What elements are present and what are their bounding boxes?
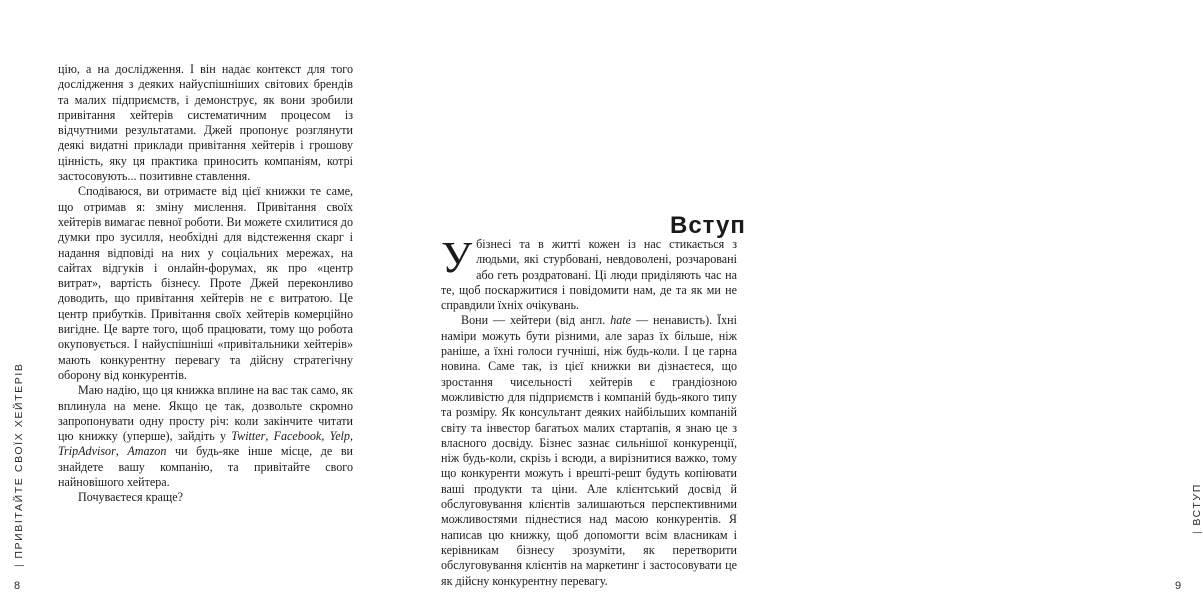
drop-cap: У [441, 233, 473, 282]
page-number: 9 [1175, 580, 1182, 592]
chapter-title: Вступ [670, 212, 746, 239]
running-title [13, 363, 25, 567]
right-page-text [441, 233, 737, 589]
platform-name: Yelp [329, 429, 350, 444]
paragraph-text: чи будь-яке інше місце, де ви знайдете вашу компанію, та привітайте свого найновішого хейтера. [58, 444, 354, 490]
running-title-text: ПРИВІТАЙТЕ СВОЇХ ХЕЙТЕРІВ [13, 362, 25, 559]
intro-text: бізнесі та в житті кожен із нас стикається з людьми, які стурбовані, невдоволені, розчаровані або геть роздратовані. Ці люди приділяють час на те, щоб поскаржитися і повідомити нам, де та як ми не справдили їхніх очікувань. [441, 237, 737, 313]
page-number: 8 [14, 580, 21, 592]
paragraph-text: Вони — хейтери (від англ. [461, 313, 611, 328]
paragraph: цію, а на дослідження. І він надає контекст для того дослідження з деяких найуспішніших світових брендів та малих підприємств, і демонструє, як вони зробили привітання хейтерів систематичним процесом із відчутними результатами. Джей пропонує розглянути деякі видатні приклади привітання хейтерів і грошову цінність, яку ця практика приносить компаніям, котрі застосовують... позитивне ставлення. [58, 62, 353, 184]
paragraph [441, 313, 737, 588]
separator: , [115, 444, 128, 459]
left-page [0, 0, 400, 615]
separator-bar: | [13, 562, 25, 567]
separator: , [265, 429, 274, 444]
intro-paragraph [441, 233, 737, 313]
paragraph-text: Маю надію, що ця книжка вплине на вас так само, як вплинула на мене. Якщо це так, дозвольте скромно запропонувати одну просту річ: коли закінчите читати цю книжку (уперше), зайдіть у [58, 383, 353, 444]
platform-name: TripAdvisor [58, 444, 116, 459]
separator: , [321, 429, 330, 444]
left-page-text [58, 62, 353, 506]
platform-name: Facebook [273, 429, 322, 444]
running-title-text: ВСТУП [1191, 483, 1203, 526]
separator-bar: | [1191, 529, 1203, 534]
separator: , [349, 429, 353, 444]
right-page [400, 0, 1203, 615]
platform-name: Amazon [127, 444, 167, 459]
english-term: hate [610, 313, 632, 328]
running-title [1191, 483, 1203, 534]
paragraph-text: — ненависть). Їхні наміри можуть бути різними, але зараз їх більше, ніж раніше, а їхні голоси гучніші, ніж будь-коли. І це гарна новина. Саме так, із цієї книжки ви дізнаєтеся, що зростання чисельності хейтерів є грандіозною можливістю для підприємств і компаній будь-якого типу та розміру. Як консультант деяких найбільших компаній світу та інвестор багатьох малих стартапів, я знаю це з власного досвіду. Бізнес зазнає сильнішої конкуренції, ніж будь-коли, скрізь і всюди, а вирізнитися важко, тому що конкуренти можуть і врешті-решт будуть копіювати ваші продукти та ціни. Але клієнтський досвід й обслуговування клієнтів залишаються перспективними можливостями піднестися над масою конкурентів. Я написав цю книжку, щоб допомогти всім власникам і керівникам бізнесу зрозуміти, як перетворити обслуговування клієнтів на маркетинг і застосовувати це як дійсну конкурентну перевагу. [441, 313, 737, 588]
paragraph-with-platforms [58, 383, 353, 490]
paragraph: Сподіваюся, ви отримаєте від цієї книжки те саме, що отримав я: зміну мислення. Привітання своїх хейтерів вимагає певної роботи. Ви можете схилитися до думки про зусилля, необхідні для відстеження скарг і надання відповіді на них у соціальних мережах, на сайтах відгуків і онлайн-форумах, як про «центр витрат», вартість бізнесу. Проте Джей переконливо доводить, що привітання хейтерів не є витратою. Це центр прибутків. Привітання своїх хейтерів комерційно вигідне. Це варте того, щоб працювати, тому що робота окуповується. І найуспішніші «привітальники хейтерів» мають конкурентну перевагу та дійсну стратегічну оборону від конкурентів. [58, 184, 353, 382]
platform-name: Twitter [231, 429, 266, 444]
paragraph: Почуваєтеся краще? [78, 490, 183, 505]
